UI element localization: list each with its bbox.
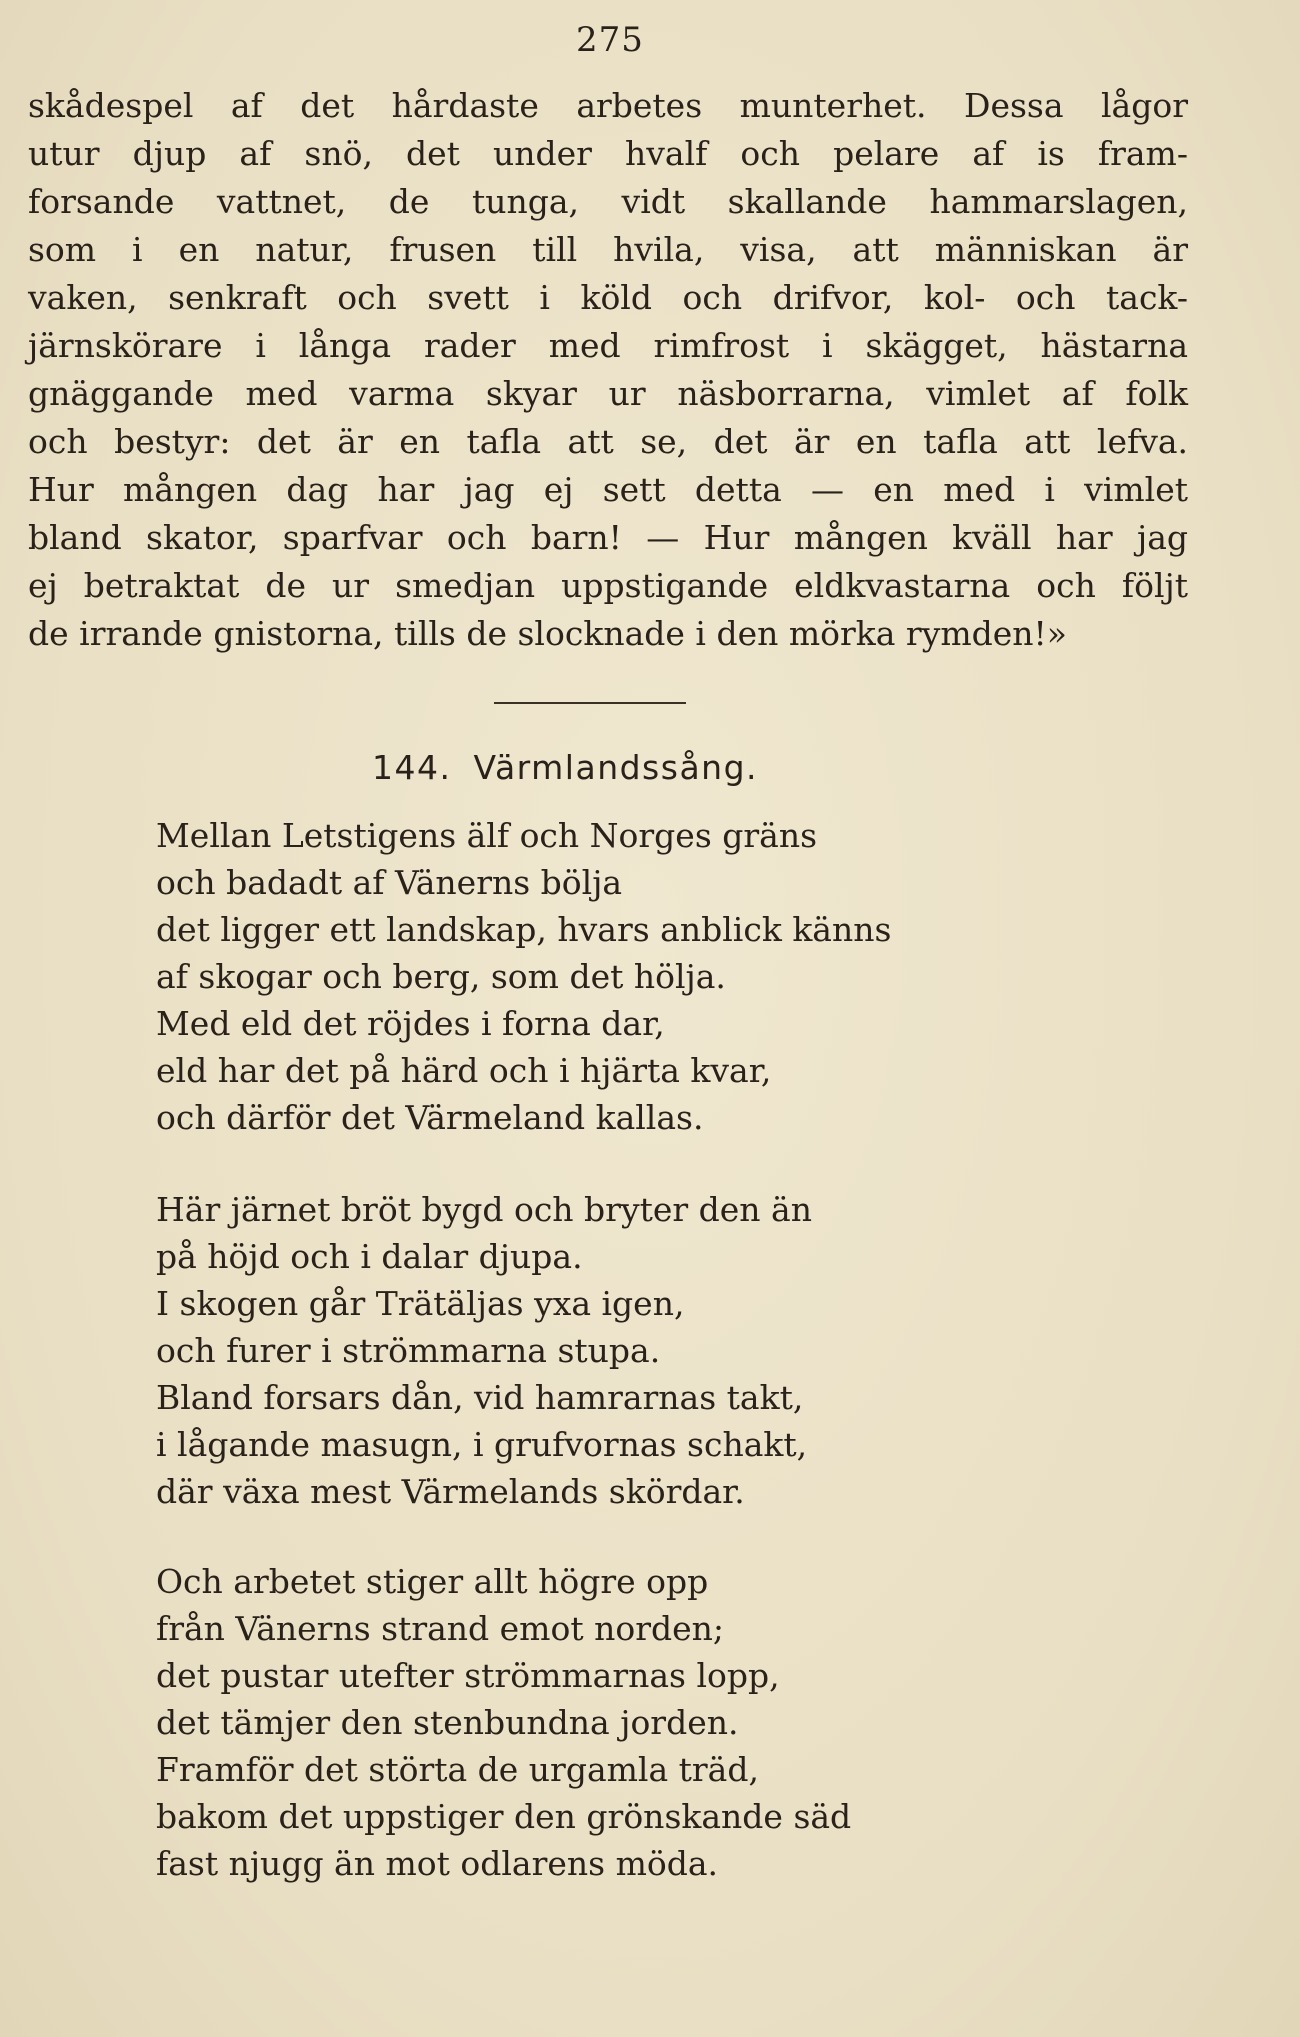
text-line: utur djup af snö, det under hvalf och pelare af is fram- [28, 134, 1188, 173]
text-line: gnäggande med varma skyar ur näsborrarna, vimlet af folk [28, 374, 1188, 413]
verse-line: på höjd och i dalar djupa. [156, 1237, 583, 1276]
text-line: som i en natur, frusen till hvila, visa, att människan är [28, 230, 1188, 269]
verse-line: Med eld det röjdes i forna dar, [156, 1004, 665, 1043]
verse-line: Bland forsars dån, vid hamrarnas takt, [156, 1378, 804, 1417]
verse-line: Mellan Letstigens älf och Norges gräns [156, 816, 818, 855]
text-line: bland skator, sparfvar och barn! — Hur mången kväll har jag [28, 518, 1188, 557]
verse-line: Framför det störta de urgamla träd, [156, 1750, 759, 1789]
verse-line: där växa mest Värmelands skördar. [156, 1472, 745, 1511]
verse-line: Här järnet bröt bygd och bryter den än [156, 1190, 812, 1229]
verse-line: från Vänerns strand emot norden; [156, 1609, 724, 1648]
section-heading [0, 742, 1130, 794]
verse-line: bakom det uppstiger den grönskande säd [156, 1797, 852, 1836]
prose-paragraph [28, 82, 1188, 658]
verse-line: det tämjer den stenbundna jorden. [156, 1703, 739, 1742]
verse-line: och därför det Värmeland kallas. [156, 1098, 704, 1137]
poem-stanza-3 [156, 1558, 1176, 1887]
text-line: Hur mången dag har jag ej sett detta — en med i vimlet [28, 470, 1188, 509]
verse-line: det pustar utefter strömmarnas lopp, [156, 1656, 780, 1695]
text-line: järnskörare i långa rader med rimfrost i skägget, hästarna [28, 326, 1188, 365]
verse-line: och badadt af Vänerns bölja [156, 863, 623, 902]
text-line: och bestyr: det är en tafla att se, det är en tafla att lefva. [28, 422, 1188, 461]
verse-line: fast njugg än mot odlarens möda. [156, 1844, 719, 1883]
text-line: vaken, senkraft och svett i köld och drifvor, kol- och tack- [28, 278, 1188, 317]
section-title: Värmlandssång. [473, 748, 759, 787]
text-line: ej betraktat de ur smedjan uppstigande eldkvastarna och följt [28, 566, 1188, 605]
poem-stanza-1 [156, 812, 1176, 1141]
verse-line: Och arbetet stiger allt högre opp [156, 1562, 709, 1601]
text-line: skådespel af det hårdaste arbetes munterhet. Dessa lågor [28, 86, 1188, 125]
verse-line: I skogen går Trätäljas yxa igen, [156, 1284, 685, 1323]
verse-line: i lågande masugn, i grufvornas schakt, [156, 1425, 808, 1464]
verse-line: eld har det på härd och i hjärta kvar, [156, 1051, 772, 1090]
text-line: forsande vattnet, de tunga, vidt skallande hammarslagen, [28, 182, 1188, 221]
section-divider [494, 702, 686, 704]
page-number: 275 [576, 20, 644, 60]
text-line: de irrande gnistorna, tills de slocknade i den mörka rymden!» [28, 614, 1068, 653]
verse-line: af skogar och berg, som det hölja. [156, 957, 726, 996]
verse-line: och furer i strömmarna stupa. [156, 1331, 661, 1370]
poem-stanza-2 [156, 1186, 1176, 1515]
verse-line: det ligger ett landskap, hvars anblick känns [156, 910, 892, 949]
section-number: 144. [371, 748, 452, 787]
